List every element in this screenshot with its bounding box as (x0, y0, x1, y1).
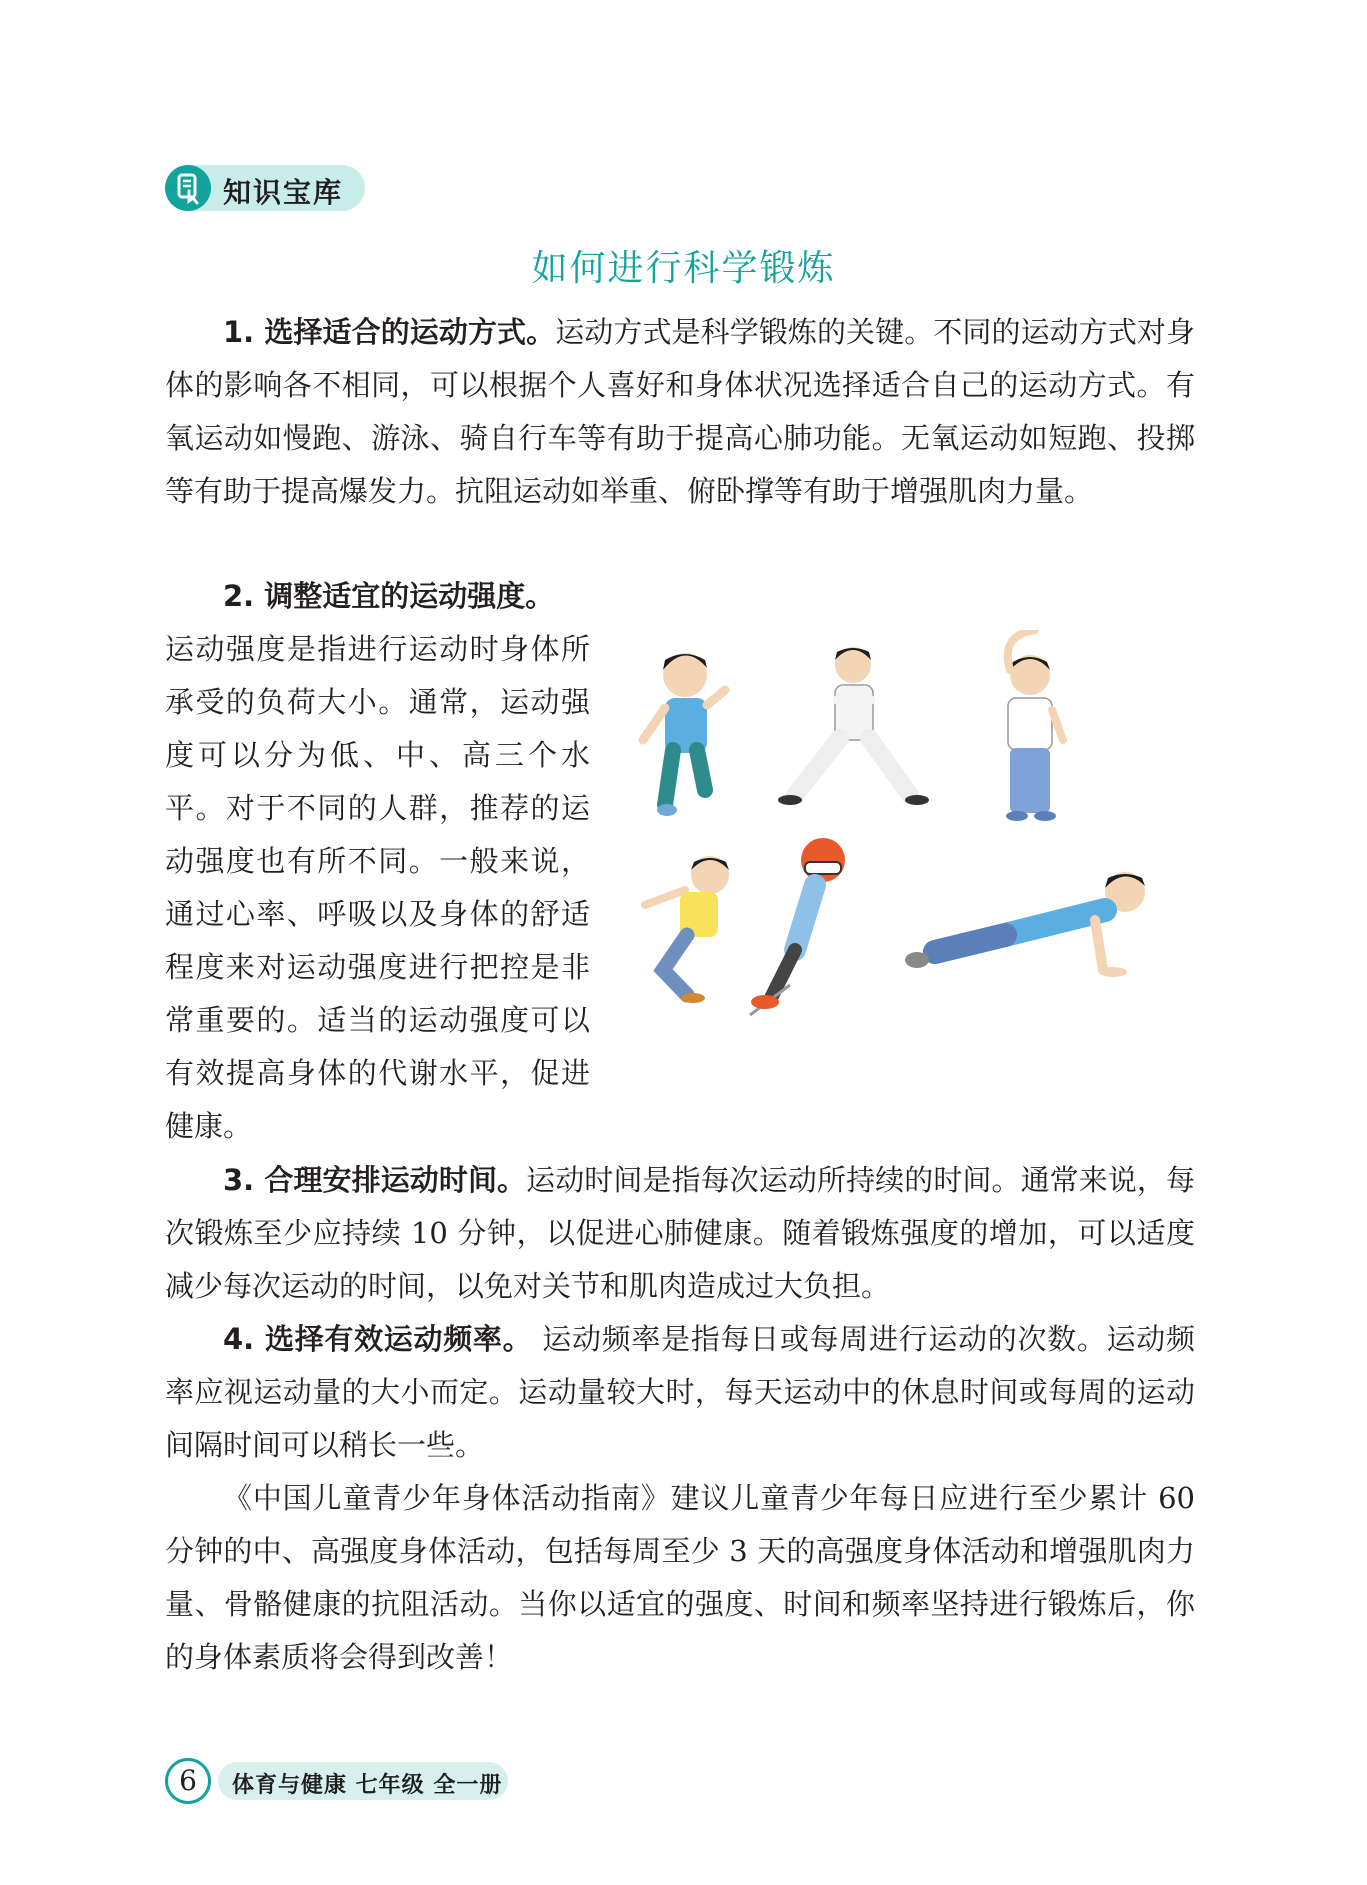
page-title: 如何进行科学锻炼 (531, 248, 836, 289)
paragraph-heading-intensity: 2. 调整适宜的运动强度。 (223, 579, 555, 613)
book-title-label: 体育与健康 七年级 全一册 (232, 1773, 503, 1798)
speed-skating-boy-figure (750, 838, 845, 1015)
section-tag (165, 165, 365, 211)
paragraph-frequency (165, 1313, 1195, 1472)
push-up-boy-figure (905, 872, 1145, 977)
paragraph-guideline: 《中国儿童青少年身体活动指南》建议儿童青少年每日应进行至少累计 60 分钟的中、高强度身体活动，包括每周至少 3 天的高强度身体活动和增强肌肉力量、骨骼健康的抗阻活动。当你以适宜的强度、时间和频率坚持进行锻炼后，你的身体素质将会得到改善！ (165, 1481, 1195, 1674)
page-number: 6 (165, 1758, 211, 1804)
paragraph-body: 运动时间是指每次运动所持续的时间。通常来说，每次锻炼至少应持续 10 分钟，以促进心肺健康。随着锻炼强度的增加，可以适度减少每次运动的时间，以免对关节和肌肉造成过大负担。 (165, 1163, 1195, 1303)
paragraph-heading: 4. 选择有效运动频率。 (223, 1322, 533, 1356)
exercise-illustration (625, 630, 1185, 1050)
running-boy-figure (643, 653, 725, 816)
paragraph-heading: 1. 选择适合的运动方式。 (223, 315, 556, 349)
section-tag-label: 知识宝库 (223, 176, 344, 209)
jumping-boy-figure (645, 856, 729, 1003)
paragraph-heading: 3. 合理安排运动时间。 (223, 1163, 527, 1197)
footer-book-title (218, 1762, 508, 1800)
paragraph-body: 运动方式是科学锻炼的关键。不同的运动方式对身体的影响各不相同，可以根据个人喜好和身体状况选择适合自己的运动方式。有氧运动如慢跑、游泳、骑自行车等有助于提高心肺功能。无氧运动如短跑、投掷等有助于提高爆发力。抗阻运动如举重、俯卧撑等有助于增强肌肉力量。 (165, 315, 1195, 508)
paragraph-exercise-type (165, 306, 1195, 518)
stretching-boy-figure (1006, 630, 1063, 821)
paragraph-duration (165, 1154, 1195, 1313)
paragraph-body: 运动频率是指每日或每周进行运动的次数。运动频率应视运动量的大小而定。运动量较大时，每天运动中的休息时间或每周的运动间隔时间可以稍长一些。 (165, 1322, 1195, 1462)
tai-chi-man-figure (778, 647, 929, 805)
book-touch-icon (165, 165, 211, 211)
paragraph-intensity: 运动强度是指进行运动时身体所承受的负荷大小。通常，运动强度可以分为低、中、高三个水平。对于不同的人群，推荐的运动强度也有所不同。一般来说，通过心率、呼吸以及身体的舒适程度来对运动强度进行把控是非常重要的。适当的运动强度可以有效提高身体的代谢水平，促进健康。 (165, 632, 590, 1143)
